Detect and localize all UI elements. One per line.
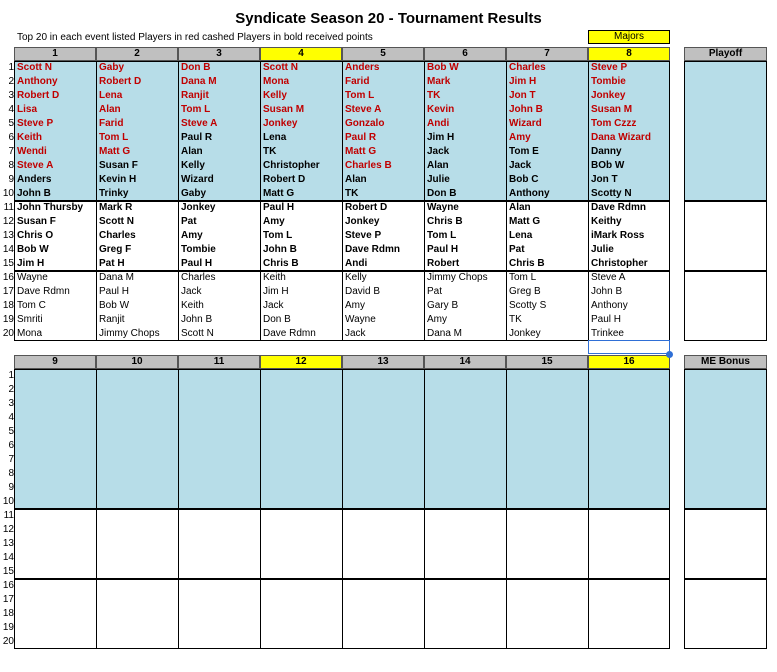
player-cell[interactable]: Anders [345, 62, 380, 73]
column-divider [178, 580, 179, 648]
player-cell[interactable]: Dave Rdmn [591, 202, 647, 213]
player-cell[interactable]: Bob W [99, 300, 130, 311]
column-divider [96, 580, 97, 648]
row-number: 9 [8, 174, 14, 185]
player-cell[interactable]: Smriti [17, 314, 43, 325]
right-band-3 [684, 579, 767, 649]
player-cell[interactable]: Mark R [99, 202, 133, 213]
row-number: 6 [8, 440, 14, 451]
column-divider [506, 370, 507, 508]
player-cell[interactable]: Dana Wizard [591, 132, 651, 143]
event-header-2[interactable]: 2 [96, 47, 178, 61]
player-cell[interactable]: Jack [509, 160, 532, 171]
majors-badge[interactable]: Majors [588, 30, 670, 44]
player-cell[interactable]: Charles [509, 62, 546, 73]
row-number: 19 [2, 314, 14, 325]
row-number: 18 [2, 300, 14, 311]
column-divider [342, 580, 343, 648]
column-divider [424, 510, 425, 578]
player-cell[interactable]: Susan M [263, 104, 305, 115]
player-cell[interactable]: Danny [591, 146, 622, 157]
player-cell[interactable]: Steve P [345, 230, 382, 241]
player-cell[interactable]: Jim H [263, 286, 289, 297]
player-cell[interactable]: Tombie [591, 76, 626, 87]
player-cell[interactable]: John B [591, 286, 623, 297]
row-number: 2 [8, 384, 14, 395]
row-number: 10 [2, 188, 14, 199]
selected-cell[interactable] [588, 340, 670, 354]
column-divider [506, 580, 507, 648]
player-cell[interactable]: Don B [181, 62, 211, 73]
player-cell[interactable]: TK [263, 146, 277, 157]
player-cell[interactable]: Lisa [17, 104, 38, 115]
player-cell[interactable]: Trinky [99, 188, 129, 199]
player-cell[interactable]: Scott N [263, 62, 298, 73]
band-2 [14, 509, 670, 579]
player-cell[interactable]: John B [263, 244, 297, 255]
player-cell[interactable]: Tom L [345, 90, 375, 101]
player-cell[interactable]: Anthony [509, 188, 550, 199]
column-divider [96, 510, 97, 578]
player-cell[interactable]: Lena [509, 230, 533, 241]
right-band-3 [684, 271, 767, 341]
event-header-12[interactable]: 12 [260, 355, 342, 369]
row-number: 7 [8, 146, 14, 157]
player-cell[interactable]: Mona [263, 76, 290, 87]
player-cell[interactable]: Julie [591, 244, 614, 255]
player-cell[interactable]: Tom Czzz [591, 118, 637, 129]
player-cell[interactable]: Ranjit [181, 90, 209, 101]
player-cell[interactable]: Jon T [591, 174, 618, 185]
player-cell[interactable]: Tom L [427, 230, 457, 241]
player-cell[interactable]: Jonkey [509, 328, 541, 339]
right-band-2 [684, 201, 767, 271]
event-header-13[interactable]: 13 [342, 355, 424, 369]
row-number: 13 [2, 538, 14, 549]
player-cell[interactable]: Robert D [17, 90, 60, 101]
row-number: 1 [8, 62, 14, 73]
player-cell[interactable]: Bob C [509, 174, 539, 185]
event-header-4[interactable]: 4 [260, 47, 342, 61]
player-cell[interactable]: Pat [427, 286, 443, 297]
row-number: 3 [8, 398, 14, 409]
player-cell[interactable]: Paul H [427, 244, 459, 255]
player-cell[interactable]: Paul R [181, 132, 213, 143]
player-cell[interactable]: Paul R [345, 132, 377, 143]
column-divider [588, 370, 589, 508]
row-number: 5 [8, 118, 14, 129]
event-header-6[interactable]: 6 [424, 47, 506, 61]
player-cell[interactable]: Charles [181, 272, 216, 283]
player-cell[interactable]: Christopher [591, 258, 648, 269]
playoff-header[interactable]: Playoff [684, 47, 767, 61]
player-cell[interactable]: Gary B [427, 300, 459, 311]
event-header-1[interactable]: 1 [14, 47, 96, 61]
player-cell[interactable]: Dana M [427, 328, 463, 339]
player-cell[interactable]: John B [17, 188, 51, 199]
player-cell[interactable]: Tom L [509, 272, 537, 283]
column-divider [588, 510, 589, 578]
player-cell[interactable]: Susan F [99, 160, 138, 171]
player-cell[interactable]: Farid [345, 76, 370, 87]
player-cell[interactable]: Gaby [181, 188, 207, 199]
player-cell[interactable]: Steve A [345, 104, 382, 115]
event-header-11[interactable]: 11 [178, 355, 260, 369]
row-number: 8 [8, 468, 14, 479]
player-cell[interactable]: Scott N [17, 62, 52, 73]
player-cell[interactable]: Matt G [509, 216, 541, 227]
player-cell[interactable]: Andi [427, 118, 450, 129]
legend-note: Top 20 in each event listed Players in red cashed Players in bold received points [17, 32, 373, 43]
sheet-title: Syndicate Season 20 - Tournament Results [235, 10, 542, 27]
right-band-1 [684, 61, 767, 201]
player-cell[interactable]: Bob W [17, 244, 49, 255]
column-divider [260, 510, 261, 578]
player-cell[interactable]: BOb W [591, 160, 625, 171]
row-number: 14 [2, 552, 14, 563]
row-number: 11 [3, 202, 14, 213]
player-cell[interactable]: Amy [509, 132, 531, 143]
player-cell[interactable]: Wizard [181, 174, 214, 185]
player-cell[interactable]: Wizard [509, 118, 542, 129]
row-number: 4 [8, 412, 14, 423]
right-band-2 [684, 509, 767, 579]
player-cell[interactable]: Alan [427, 160, 449, 171]
player-cell[interactable]: Kelly [181, 160, 205, 171]
column-divider [506, 510, 507, 578]
player-cell[interactable]: TK [509, 314, 522, 325]
player-cell[interactable]: Tombie [181, 244, 216, 255]
row-number: 17 [2, 594, 14, 605]
player-cell[interactable]: Farid [99, 118, 124, 129]
row-number: 15 [2, 566, 14, 577]
column-divider [260, 370, 261, 508]
player-cell[interactable]: Scotty S [509, 300, 547, 311]
row-number: 8 [8, 160, 14, 171]
player-cell[interactable]: Anthony [17, 76, 58, 87]
player-cell[interactable]: Wendi [17, 146, 47, 157]
player-cell[interactable]: Chris B [509, 258, 545, 269]
row-number: 19 [2, 622, 14, 633]
player-cell[interactable]: John B [509, 104, 543, 115]
row-number: 1 [8, 370, 14, 381]
column-divider [178, 510, 179, 578]
player-cell[interactable]: Keith [263, 272, 286, 283]
event-header-16[interactable]: 16 [588, 355, 670, 369]
player-cell[interactable]: TK [345, 188, 359, 199]
event-header-3[interactable]: 3 [178, 47, 260, 61]
row-number: 12 [2, 216, 14, 227]
player-cell[interactable]: Paul H [181, 258, 213, 269]
player-cell[interactable]: Pat [509, 244, 525, 255]
playoff-header[interactable]: ME Bonus [684, 355, 767, 369]
player-cell[interactable]: Chris B [427, 216, 463, 227]
row-number: 13 [2, 230, 14, 241]
player-cell[interactable]: Pat H [99, 258, 125, 269]
player-cell[interactable]: Dana M [99, 272, 135, 283]
player-cell[interactable]: Greg B [509, 286, 541, 297]
player-cell[interactable]: John B [181, 314, 213, 325]
player-cell[interactable]: Steve A [17, 160, 54, 171]
row-number: 12 [2, 524, 14, 535]
player-cell[interactable]: Jonkey [591, 90, 626, 101]
player-cell[interactable]: Tom E [509, 146, 539, 157]
player-cell[interactable]: Jack [345, 328, 366, 339]
player-cell[interactable]: Matt G [263, 188, 295, 199]
column-divider [96, 370, 97, 508]
player-cell[interactable]: Keith [17, 132, 42, 143]
column-divider [342, 510, 343, 578]
player-cell[interactable]: Amy [427, 314, 447, 325]
player-cell[interactable]: Kelly [345, 272, 367, 283]
band-3 [14, 579, 670, 649]
row-number: 15 [2, 258, 14, 269]
band-1 [14, 369, 670, 509]
player-cell[interactable]: Jonkey [263, 118, 298, 129]
player-cell[interactable]: David B [345, 286, 381, 297]
player-cell[interactable]: Tom L [99, 132, 129, 143]
row-number: 17 [2, 286, 14, 297]
row-number: 18 [2, 608, 14, 619]
row-number: 7 [8, 454, 14, 465]
player-cell[interactable]: Robert D [263, 174, 306, 185]
player-cell[interactable]: Scott N [181, 328, 214, 339]
player-cell[interactable]: Susan M [591, 104, 633, 115]
player-cell[interactable]: Jimmy Chops [99, 328, 160, 339]
row-number: 2 [8, 76, 14, 87]
player-cell[interactable]: Kevin H [99, 174, 137, 185]
player-cell[interactable]: Dana M [181, 76, 217, 87]
player-cell[interactable]: Amy [263, 216, 285, 227]
player-cell[interactable]: Jim H [17, 258, 45, 269]
player-cell[interactable]: Lena [263, 132, 287, 143]
player-cell[interactable]: Amy [181, 230, 203, 241]
event-header-5[interactable]: 5 [342, 47, 424, 61]
player-cell[interactable]: Alan [99, 104, 121, 115]
player-cell[interactable]: Mark [427, 76, 451, 87]
player-cell[interactable]: Robert D [345, 202, 388, 213]
player-cell[interactable]: Julie [427, 174, 450, 185]
player-cell[interactable]: Gonzalo [345, 118, 385, 129]
row-number: 16 [2, 580, 14, 591]
player-cell[interactable]: Amy [345, 300, 365, 311]
row-number: 10 [2, 496, 14, 507]
player-cell[interactable]: Tom C [17, 300, 46, 311]
fill-handle[interactable] [666, 351, 673, 358]
player-cell[interactable]: iMark Ross [591, 230, 645, 241]
player-cell[interactable]: Andi [345, 258, 368, 269]
player-cell[interactable]: Charles B [345, 160, 392, 171]
column-divider [588, 580, 589, 648]
player-cell[interactable]: Charles [99, 230, 136, 241]
row-number: 6 [8, 132, 14, 143]
player-cell[interactable]: Steve A [181, 118, 218, 129]
player-cell[interactable]: Wayne [17, 272, 48, 283]
player-cell[interactable]: Jonkey [345, 216, 380, 227]
event-header-9[interactable]: 9 [14, 355, 96, 369]
row-number: 5 [8, 426, 14, 437]
player-cell[interactable]: Matt G [345, 146, 377, 157]
player-cell[interactable]: Wayne [427, 202, 459, 213]
player-cell[interactable]: Anthony [591, 300, 628, 311]
player-cell[interactable]: Robert D [99, 76, 142, 87]
event-header-14[interactable]: 14 [424, 355, 506, 369]
player-cell[interactable]: Steve P [591, 62, 628, 73]
column-divider [424, 580, 425, 648]
player-cell[interactable]: John Thursby [17, 202, 84, 213]
event-header-15[interactable]: 15 [506, 355, 588, 369]
player-cell[interactable]: Tom L [181, 104, 211, 115]
player-cell[interactable]: Paul H [263, 202, 295, 213]
player-cell[interactable]: Jack [181, 286, 202, 297]
player-cell[interactable]: Kevin [427, 104, 455, 115]
player-cell[interactable]: Alan [509, 202, 531, 213]
player-cell[interactable]: TK [427, 90, 441, 101]
player-cell[interactable]: Bob W [427, 62, 459, 73]
player-cell[interactable]: Steve P [17, 118, 54, 129]
player-cell[interactable]: Dave Rdmn [345, 244, 401, 255]
player-cell[interactable]: Lena [99, 90, 123, 101]
player-cell[interactable]: Don B [427, 188, 457, 199]
row-number: 14 [2, 244, 14, 255]
player-cell[interactable]: Dave Rdmn [263, 328, 316, 339]
event-header-7[interactable]: 7 [506, 47, 588, 61]
row-number: 20 [2, 328, 14, 339]
column-divider [260, 580, 261, 648]
player-cell[interactable]: Matt G [99, 146, 131, 157]
column-divider [178, 370, 179, 508]
right-band-1 [684, 369, 767, 509]
player-cell[interactable]: Alan [345, 174, 367, 185]
player-cell[interactable]: Susan F [17, 216, 56, 227]
row-number: 11 [3, 510, 14, 521]
player-cell[interactable]: Robert [427, 258, 460, 269]
row-number: 20 [2, 636, 14, 647]
player-cell[interactable]: Chris B [263, 258, 299, 269]
player-cell[interactable]: Dave Rdmn [17, 286, 70, 297]
row-number: 4 [8, 104, 14, 115]
player-cell[interactable]: Kelly [263, 90, 287, 101]
player-cell[interactable]: Pat [181, 216, 197, 227]
player-cell[interactable]: Jack [263, 300, 284, 311]
player-cell[interactable]: Jimmy Chops [427, 272, 488, 283]
player-cell[interactable]: Alan [181, 146, 203, 157]
player-cell[interactable]: Wayne [345, 314, 376, 325]
player-cell[interactable]: Anders [17, 174, 52, 185]
row-number: 3 [8, 90, 14, 101]
player-cell[interactable]: Jack [427, 146, 450, 157]
player-cell[interactable]: Scott N [99, 216, 134, 227]
player-cell[interactable]: Keith [181, 300, 204, 311]
row-number: 16 [2, 272, 14, 283]
player-cell[interactable]: Paul H [99, 286, 130, 297]
player-cell[interactable]: Gaby [99, 62, 125, 73]
player-cell[interactable]: Jim H [427, 132, 455, 143]
column-divider [342, 370, 343, 508]
column-divider [424, 370, 425, 508]
player-cell[interactable]: Paul H [591, 314, 622, 325]
row-number: 9 [8, 482, 14, 493]
player-cell[interactable]: Keithy [591, 216, 622, 227]
event-header-10[interactable]: 10 [96, 355, 178, 369]
player-cell[interactable]: Chris O [17, 230, 54, 241]
player-cell[interactable]: Tom L [263, 230, 293, 241]
player-cell[interactable]: Jim H [509, 76, 537, 87]
player-cell[interactable]: Ranjit [99, 314, 125, 325]
player-cell[interactable]: Christopher [263, 160, 320, 171]
player-cell[interactable]: Jonkey [181, 202, 216, 213]
player-cell[interactable]: Mona [17, 328, 43, 339]
event-header-8[interactable]: 8 [588, 47, 670, 61]
player-cell[interactable]: Jon T [509, 90, 536, 101]
player-cell[interactable]: Trinkee [591, 328, 624, 339]
player-cell[interactable]: Greg F [99, 244, 132, 255]
player-cell[interactable]: Steve A [591, 272, 626, 283]
player-cell[interactable]: Don B [263, 314, 291, 325]
player-cell[interactable]: Scotty N [591, 188, 632, 199]
